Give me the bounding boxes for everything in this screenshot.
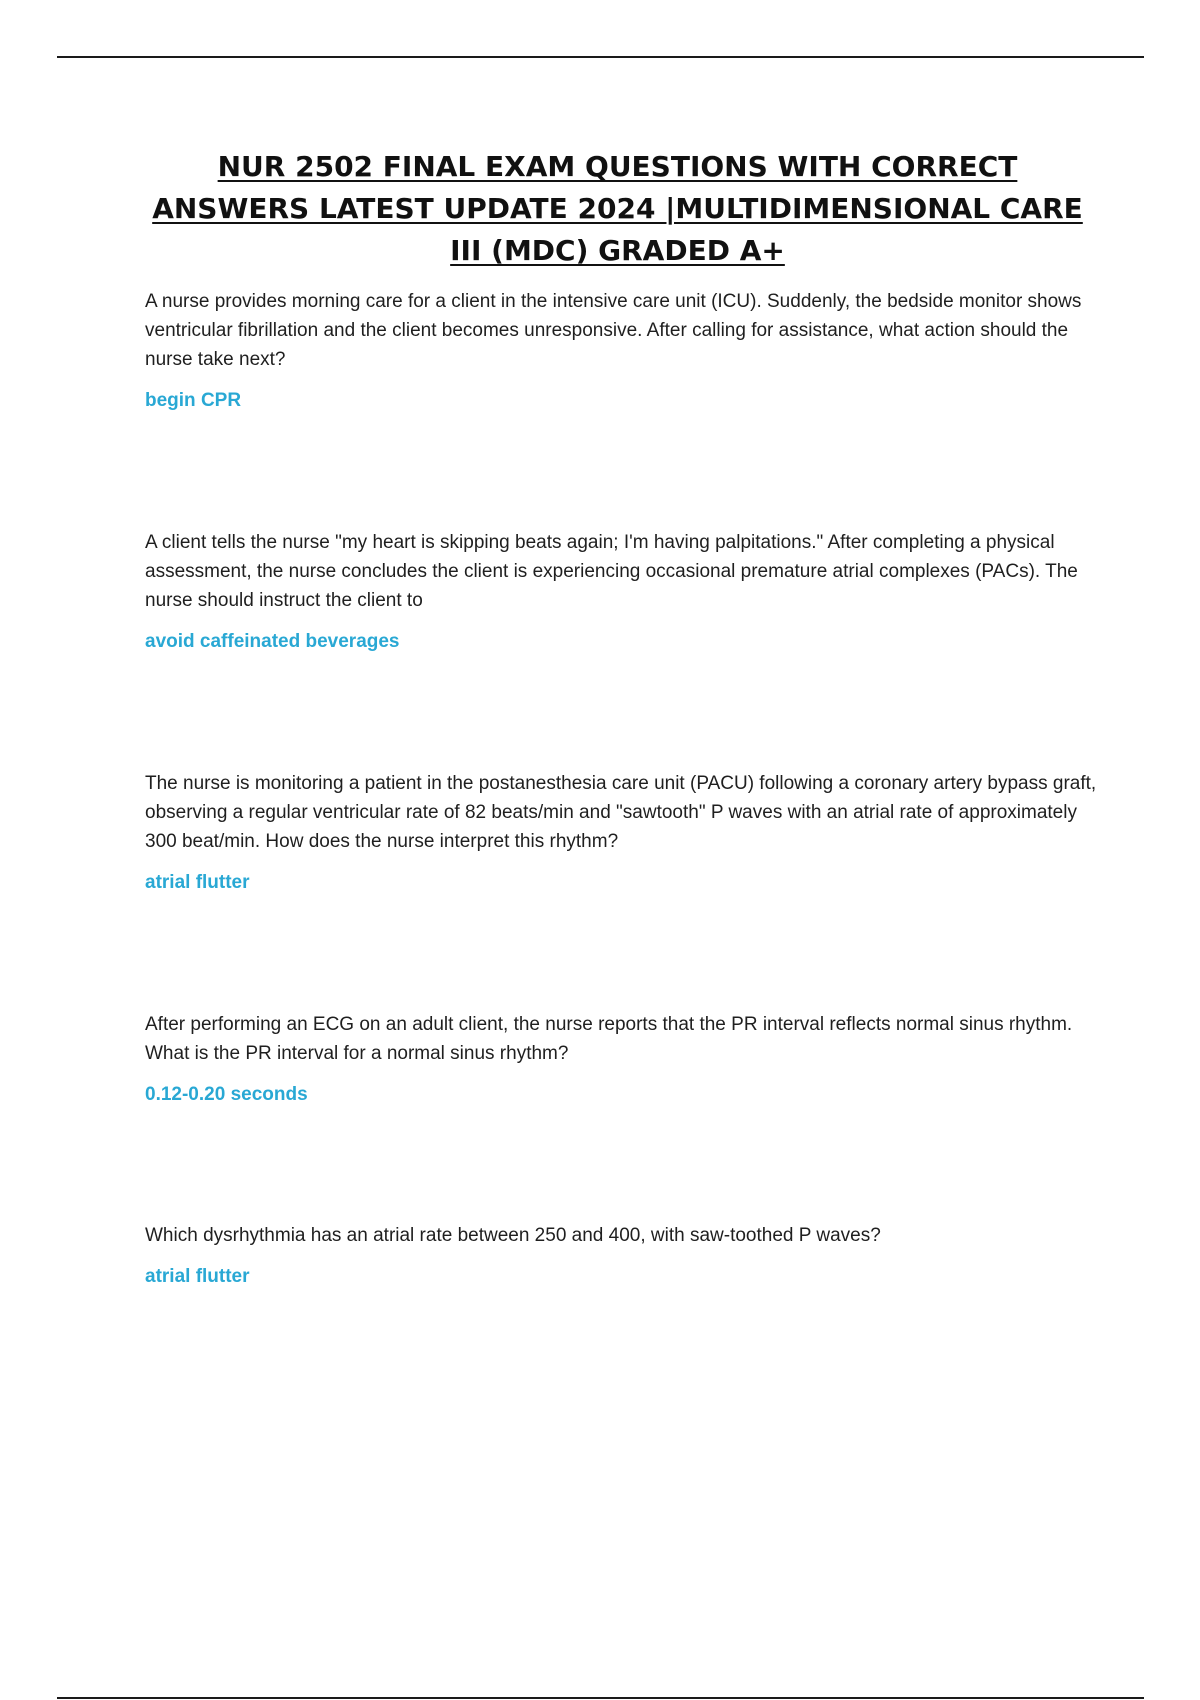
header-rule: [57, 56, 1144, 58]
question-text: A nurse provides morning care for a client in the intensive care unit (ICU). Suddenly, the bedside monitor shows ventricular fibrillation and the client becomes unresponsive. After calling for assistance, what action should the nurse take next?: [145, 291, 1082, 370]
answer-text: begin CPR: [145, 390, 242, 411]
question-text: Which dysrhythmia has an atrial rate between 250 and 400, with saw-toothed P waves?: [145, 1225, 881, 1246]
qa-item-2: [145, 528, 1105, 655]
answer-text: avoid caffeinated beverages: [145, 631, 400, 652]
question-text: A client tells the nurse "my heart is skipping beats again; I'm having palpitations." After completing a physical assessment, the nurse concludes the client is experiencing occasional premature atrial complexes (PACs). The nurse should instruct the client to: [145, 532, 1078, 611]
footer-rule: [57, 1697, 1144, 1699]
answer-text: 0.12-0.20 seconds: [145, 1084, 308, 1105]
qa-item-1: [145, 287, 1105, 414]
answer-text: atrial flutter: [145, 1266, 250, 1287]
question-text: After performing an ECG on an adult client, the nurse reports that the PR interval reflects normal sinus rhythm. What is the PR interval for a normal sinus rhythm?: [145, 1014, 1073, 1064]
qa-item-3: [145, 769, 1105, 896]
qa-item-4: [145, 1010, 1105, 1108]
question-text: The nurse is monitoring a patient in the postanesthesia care unit (PACU) following a coronary artery bypass graft, observing a regular ventricular rate of 82 beats/min and "sawtooth" P waves with an atrial rate of approximately 300 beat/min. How does the nurse interpret this rhythm?: [145, 773, 1097, 852]
answer-text: atrial flutter: [145, 872, 250, 893]
document-title: NUR 2502 FINAL EXAM QUESTIONS WITH CORRECT ANSWERS LATEST UPDATE 2024 |MULTIDIMENSIONAL CARE III (MDC) GRADED A+: [152, 150, 1083, 267]
qa-item-5: [145, 1221, 1105, 1290]
